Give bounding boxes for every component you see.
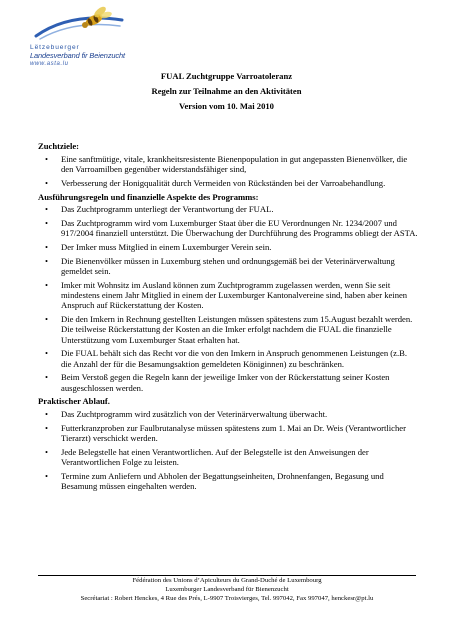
bullet-item: • Imker mit Wohnsitz im Ausland können zum Zuchtprogramm zugelassen werden, wenn Sie seit mindestens einem Jahr Mitglied in einem der Luxemburger Kantonalvereine sind, haben aber keinen Anspruch auf Rückerstattung der Kosten. bbox=[38, 280, 418, 311]
section-praktischer-ablauf bbox=[38, 396, 418, 491]
logo-line3: www.asta.lu bbox=[30, 61, 69, 67]
footer-association: Luxemburger Landesverband für Bienenzucht bbox=[165, 585, 289, 593]
document-body bbox=[38, 141, 418, 495]
bullet-item: • Das Zuchtprogramm unterliegt der Verantwortung der FUAL. bbox=[38, 204, 418, 214]
bullet-item: • Beim Verstoß gegen die Regeln kann der jeweilige Imker von der Rückerstattung seiner Kosten ausgeschlossen werden. bbox=[38, 372, 418, 393]
logo-line2: Landesverband fir Beienzucht bbox=[30, 51, 125, 60]
bullet-list bbox=[38, 204, 418, 392]
section-title: Praktischer Ablauf. bbox=[38, 396, 110, 407]
section-title: Ausführungsregeln und finanzielle Aspekte des Programms: bbox=[38, 191, 259, 202]
bullet-item: • Die Bienenvölker müssen in Luxemburg stehen und ordnungsgemäß bei der Veterinärverwaltung gemeldet sein. bbox=[38, 256, 418, 277]
bullet-item: • Der Imker muss Mitglied in einem Luxemburger Verein sein. bbox=[38, 242, 418, 252]
bullet-item: • Verbesserung der Honigqualität durch Vermeiden von Rückständen bei der Varroabehandlung. bbox=[38, 178, 418, 188]
bullet-item: • Das Zuchtprogramm wird zusätzlich von der Veterinärverwaltung überwacht. bbox=[38, 409, 418, 419]
doc-version: Version vom 10. Mai 2010 bbox=[179, 101, 274, 111]
bullet-item: • Termine zum Anliefern und Abholen der Begattungseinheiten, Drohnenfangen, Begasung und Besamung müssen eingehalten werden. bbox=[38, 471, 418, 492]
footer-secretariat: Secrétariat : Robert Henckes, 4 Rue des Prés, L-9907 Troisvierges, Tel. 997042, Fax 997047, henckesr@pt.lu bbox=[80, 594, 374, 602]
bullet-list bbox=[38, 154, 418, 188]
bullet-item: • Die FUAL behält sich das Recht vor die von den Imkern in Anspruch genommenen Leistungen (z.B. die Anzahl der für die Besamungsaktion gemeldeten Königinnen) zu beschränken. bbox=[38, 348, 418, 369]
bee-logo-icon bbox=[30, 6, 130, 46]
bullet-item: • Jede Belegstelle hat einen Verantwortlichen. Auf der Belegstelle ist den Anweisungen der Verantwortlichen Folge zu leisten. bbox=[38, 447, 418, 468]
page-footer bbox=[38, 575, 416, 603]
doc-subtitle: Regeln zur Teilnahme an den Aktivitäten bbox=[151, 86, 302, 96]
asta-logo bbox=[30, 6, 130, 68]
section-title: Zuchtziele: bbox=[38, 141, 80, 151]
bullet-item: • Futterkranzproben zur Faulbrutanalyse müssen spätestens zum 1. Mai an Dr. Weis (Verantwortlicher Tierarzt) verschickt werden. bbox=[38, 423, 418, 444]
logo-line1: Lëtzebuerger bbox=[30, 44, 80, 51]
section-ausfuehrungsregeln bbox=[38, 192, 418, 393]
section-zuchtziele bbox=[38, 141, 418, 188]
bullet-item: • Das Zuchtprogramm wird vom Luxemburger Staat über die EU Verordnungen Nr. 1234/2007 und 917/2004 finanziell unterstützt. Die Überwachung der Durchführung des Programms obliegt der ASTA. bbox=[38, 218, 418, 239]
footer-federation: Fédération des Unions d’Apiculteurs du Grand-Duché de Luxembourg bbox=[132, 577, 322, 584]
bullet-item: • Die den Imkern in Rechnung gestellten Leistungen müssen spätestens zum 15.August bezahlt werden. Die teilweise Rückerstattung der Kosten an die Imker erfolgt nachdem die FUAL die finanzielle Unterstützung vom Luxemburger Staat erhalten hat. bbox=[38, 314, 418, 345]
doc-title: FUAL Zuchtgruppe Varroatoleranz bbox=[160, 71, 293, 81]
bullet-item: • Eine sanftmütige, vitale, krankheitsresistente Bienenpopulation in gut angepassten Bienenvölker, die den Varroamilben gegenüber widerstandsfähiger sind, bbox=[38, 154, 418, 175]
bullet-list bbox=[38, 409, 418, 491]
